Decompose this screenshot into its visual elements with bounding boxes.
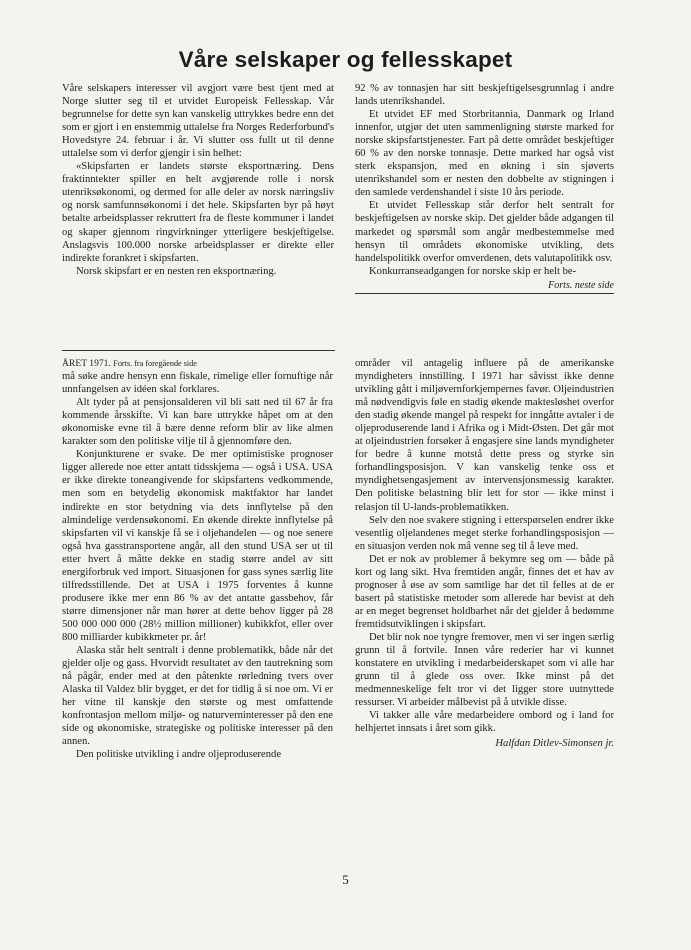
paragraph: Det er nok av problemer å bekymre seg om — både på kort og lang sikt. Hva fremtiden angår, finnes det et hav av prognoser å øse av som samtlige har det til felles at de er basert på statistiske metoder som allerede har bevist at deh ar en meget begrenset holdbarhet når det gjelder å bedømme fremtidsutviklingen i skipsfart. <box>355 553 614 630</box>
article-column-top-right <box>355 82 614 294</box>
paragraph: Vi takker alle våre medarbeidere ombord og i land for helhjertet innsats i året som gikk. <box>355 710 614 735</box>
section-heading-continued: Forts. fra foregående side <box>113 359 197 368</box>
paragraph: må søke andre hensyn enn fiskale, rimelige eller fornuftige når unnfangelsen av idéen skal forklares. <box>62 371 333 396</box>
page-number: 5 <box>342 872 349 887</box>
paragraph: Selv den noe svakere stigning i etterspørselen endrer ikke vesentlig oljelandenes meget sterke forhandlingsposisjon — en situasjon verden nok må venne seg til å leve med. <box>355 514 614 552</box>
continued-note: Forts. neste side <box>355 279 614 294</box>
page-title: Våre selskaper og fellesskapet <box>178 47 513 72</box>
paragraph: Norsk skipsfart er en nesten ren eksportnæring. <box>76 265 277 277</box>
paragraph: Alt tyder på at pensjonsalderen vil bli satt ned til 67 år fra kommende årsskifte. Vi kan bare uttrykke håpet om at den økonomiske evne til å bære denne reform blir av like almen karakter som den politiske vilje til å gjennomføre den. <box>62 397 333 448</box>
paragraph: «Skipsfarten er landets største eksportnæring. Dens fraktinntekter spiller en helt avgjørende rolle i norsk utenriksøkonomi, og dermed for alle deler av norsk næringsliv og norsk samfunnsøkonomi i det hele. Skipsfarten byr på høyt betalte arbeidsplasser rekruttert fra de fleste kommuner i landet og skaper gjennom ringvirkninger ytterligere beskjeftigelse. Anslagsvis 100.000 norske arbeidsplasser er direkte eller indirekte forankret i skipsfarten. <box>62 161 334 264</box>
author-signature: Halfdan Ditlev-Simonsen jr. <box>495 738 614 750</box>
article-column-top-left <box>62 82 334 278</box>
paragraph: 92 % av tonnasjen har sitt beskjeftigelsesgrunnlag i andre lands utenrikshandel. <box>355 83 614 108</box>
paragraph: områder vil antagelig influere på de amerikanske myndigheters innstilling. I 1971 har såvisst ikke denne utvikling gått i miljøvernforkjempernes favør. Oljeindustrien må nødvendigvis føle en stadig økende maktesløshet overfor den stadig økende mangel på respekt for inngåtte avtaler i de oljeproduserende land i Afrika og i Midt-Østen. Det går mot at oljeindustrien forsøker å engasjere sine lands myndigheter for bedre å kunne motstå dette press og styrke sin forhandlingsposisjon. V kan vanskelig tenke oss et myndighetsengasjement av intervensjonsmessig karakter. Den politiske belastning blir lett for stor — ikke minst i relasjon til U-lands-problematikken. <box>355 358 614 513</box>
paragraph: Et utvidet Fellesskap står derfor helt sentralt for beskjeftigelsen av norske skip. Det gjelder både adgangen til markedet og spørsmål som angår medbestemmelse med hensyn til områdets økonomiske utvikling, dets handelspolitikk overfor omverdenen, dets valutapolitikk osv. <box>355 200 614 264</box>
paragraph: Våre selskapers interesser vil avgjort være best tjent med at Norge slutter seg til et utvidet Europeisk Fellesskap. Vår begrunnelse for dette syn kan vanskelig uttrykkes bedre enn det som er gjort i en enstemmig uttalelse fra Norges Rederforbund's Hovedstyre 24. februar i år. Vi slutter oss fullt ut til denne uttalelse som vi derfor gjengir i sin helhet: <box>62 83 334 160</box>
section-divider <box>62 350 335 351</box>
paragraph: Konjunkturene er svake. De mer optimistiske prognoser ligger allerede noe etter antatt tidsskjema — også i USA. USA er ikke direkte toneangivende for skipsfartens vedkommende, men som en betydelig økonomisk maktfaktor har landet indirekte en stor betydning via dets innflytelse på den almindelige verdensøkonomi. En økende direkte innflytelse på skipsfarten vil vi kanskje få se i oljehandelen — og noe senere også hva gasstransportene angår, all den stund USA ser ut til etter hvert å måtte dekke en stadig større andel av sitt energiforbruk ved import. Situasjonen for gass synes særlig lite tilfredsstillende. Det at USA i 1975 forventes å kunne produsere ikke mer enn 86 % av det antatte gassbehov, får større dimensjoner når man hører at dette behov ligger på 28 500 000 000 000 (28½ million millioner) kubikkfot, eller over 800 milliarder kubikkmeter pr. år! <box>62 449 333 643</box>
paragraph: Konkurranseadgangen for norske skip er helt be- <box>369 265 577 277</box>
section-heading <box>62 357 333 370</box>
paragraph: Det blir nok noe tyngre fremover, men vi ser ingen særlig grunn til å fortvile. Innen våre rederier har vi kunnet konstatere en utvikling i medarbeiderskapet som vi alle har grunn til å glede oss over. Ikke minst på det medmenneskelige felt tror vi det ligger store uutnyttede ressurser. Vi arbeider målbevist på å utvikle disse. <box>355 631 614 709</box>
section-heading-title: ÅRET 1971. <box>62 358 111 369</box>
article-column-bottom-left <box>62 357 333 761</box>
paragraph: Alaska står helt sentralt i denne problematikk, både når det gjelder olje og gass. Hvorvidt resultatet av den tautrekning som nå pågår, ender med at den påtenkte rørledning tvers over Alaska til Valdez blir bygget, er det for tidlig å si noe om. Vi er her vitne til kanskje den største og mest omfattende konfrontasjon mellom miljø- og naturverninteresser på den ene side og økonomiske, strategiske og politiske interesser på den annen. <box>62 645 333 748</box>
article-column-bottom-right <box>355 357 614 750</box>
paragraph: Den politiske utvikling i andre oljeproduserende <box>76 749 282 761</box>
paragraph: Et utvidet EF med Storbritannia, Danmark og Irland innenfor, utgjør det uten sammenligning største marked for norske skipsfartstjenester. Fart på dette området beskjeftiger 60 % av den norske tonnasje. Dette marked har også vist sterk ekspansjon, med en økning i sin sjøverts utenrikshandel som er nesten den dobbelte av stigningen i den samlede verdenshandel i siste 10 års periode. <box>355 109 614 199</box>
